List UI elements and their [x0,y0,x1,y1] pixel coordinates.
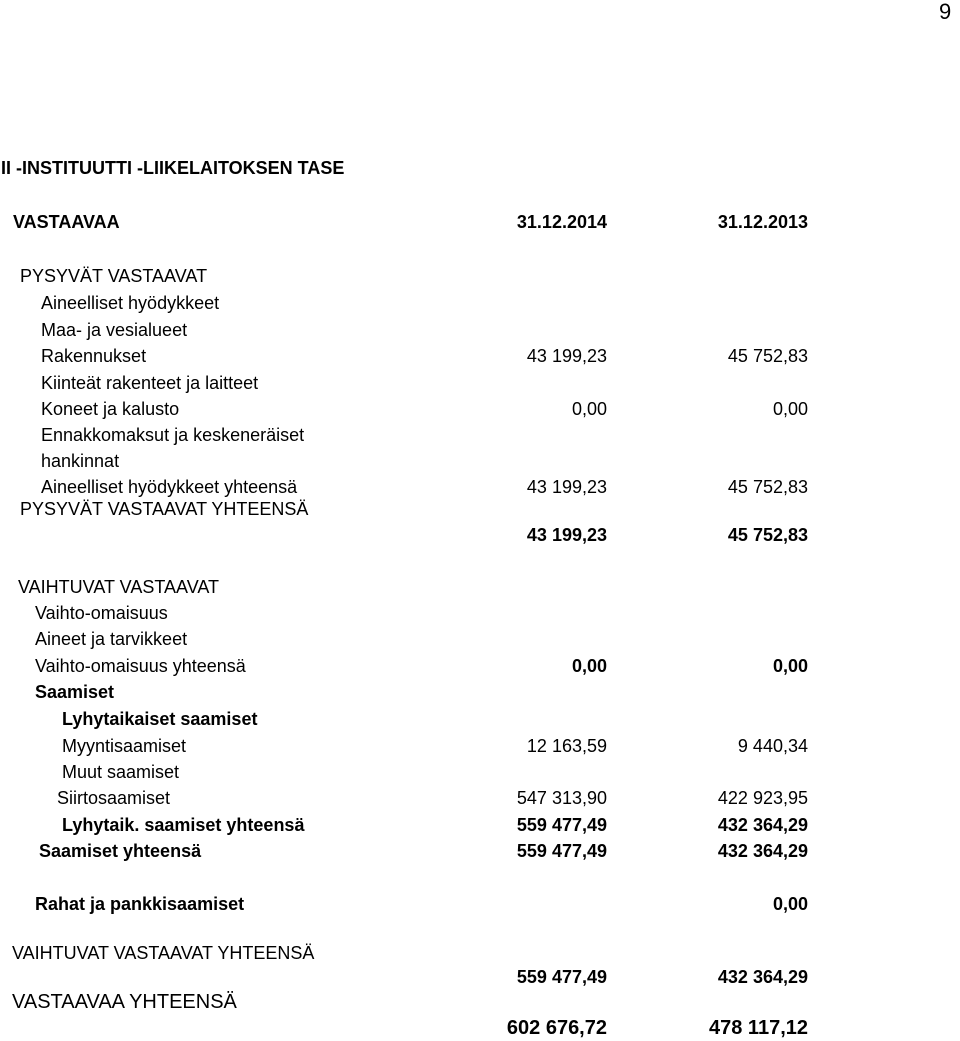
grand-total-label: VASTAAVAA YHTEENSÄ [12,991,237,1013]
row-label: Siirtosaamiset [57,788,171,808]
subheading-lyhytaikaiset: Lyhytaikaiset saamiset [62,709,258,729]
column-header-2014: 31.12.2014 [516,212,607,232]
value-2013: 0,00 [772,399,808,419]
column-header-2013: 31.12.2013 [717,212,808,232]
header-label: VASTAAVAA [13,212,120,232]
value-2014: 0,00 [571,399,607,419]
vaihto-total-2014: 0,00 [571,656,607,676]
pysyvat-total-2013: 45 752,83 [727,525,808,545]
row-label: Rakennukset [41,346,147,366]
lyhyt-total-2014: 559 477,49 [516,815,607,835]
subheading-saamiset: Saamiset [35,682,115,702]
section-heading-vaihtuvat: VAIHTUVAT VASTAAVAT [18,577,220,597]
value-2013: 45 752,83 [727,346,808,366]
section-heading-pysyvat: PYSYVÄT VASTAAVAT [20,266,208,286]
row-label: Koneet ja kalusto [41,399,180,419]
vaihtuvat-total-2014: 559 477,49 [516,967,607,987]
row-label: Myyntisaamiset [62,736,187,756]
value-2014: 43 199,23 [526,346,607,366]
subheading-vaihto-omaisuus: Vaihto-omaisuus [35,603,168,623]
row-label: hankinnat [41,451,120,471]
aineelliset-total-label: Aineelliset hyödykkeet yhteensä [41,477,298,497]
saamiset-total-2014: 559 477,49 [516,841,607,861]
saamiset-total-2013: 432 364,29 [717,841,808,861]
pysyvat-total-label: PYSYVÄT VASTAAVAT YHTEENSÄ [20,499,309,519]
value-2013: 422 923,95 [717,788,808,808]
value-2014: 12 163,59 [526,736,607,756]
vaihto-total-label: Vaihto-omaisuus yhteensä [35,656,246,676]
grand-total-2014: 602 676,72 [506,1017,607,1039]
page-title: II -INSTITUUTTI -LIIKELAITOKSEN TASE [1,158,345,178]
page-number: 9 [939,0,952,24]
row-label: Aineet ja tarvikkeet [35,629,188,649]
vaihtuvat-total-label: VAIHTUVAT VASTAAVAT YHTEENSÄ [12,943,315,963]
value-2013: 9 440,34 [737,736,808,756]
vaihtuvat-total-2013: 432 364,29 [717,967,808,987]
row-label: Kiinteät rakenteet ja laitteet [41,373,259,393]
aineelliset-total-2013: 45 752,83 [727,477,808,497]
vaihto-total-2013: 0,00 [772,656,808,676]
lyhyt-total-label: Lyhytaik. saamiset yhteensä [62,815,305,835]
lyhyt-total-2013: 432 364,29 [717,815,808,835]
rahat-2013: 0,00 [772,894,808,914]
value-2014: 547 313,90 [516,788,607,808]
aineelliset-total-2014: 43 199,23 [526,477,607,497]
pysyvat-total-2014: 43 199,23 [526,525,607,545]
grand-total-2013: 478 117,12 [709,1017,808,1039]
saamiset-total-label: Saamiset yhteensä [39,841,202,861]
row-label: Muut saamiset [62,762,180,782]
row-label: Maa- ja vesialueet [41,320,188,340]
rahat-label: Rahat ja pankkisaamiset [35,894,245,914]
row-label: Ennakkomaksut ja keskeneräiset [41,425,305,445]
subheading-aineelliset: Aineelliset hyödykkeet [41,293,220,313]
